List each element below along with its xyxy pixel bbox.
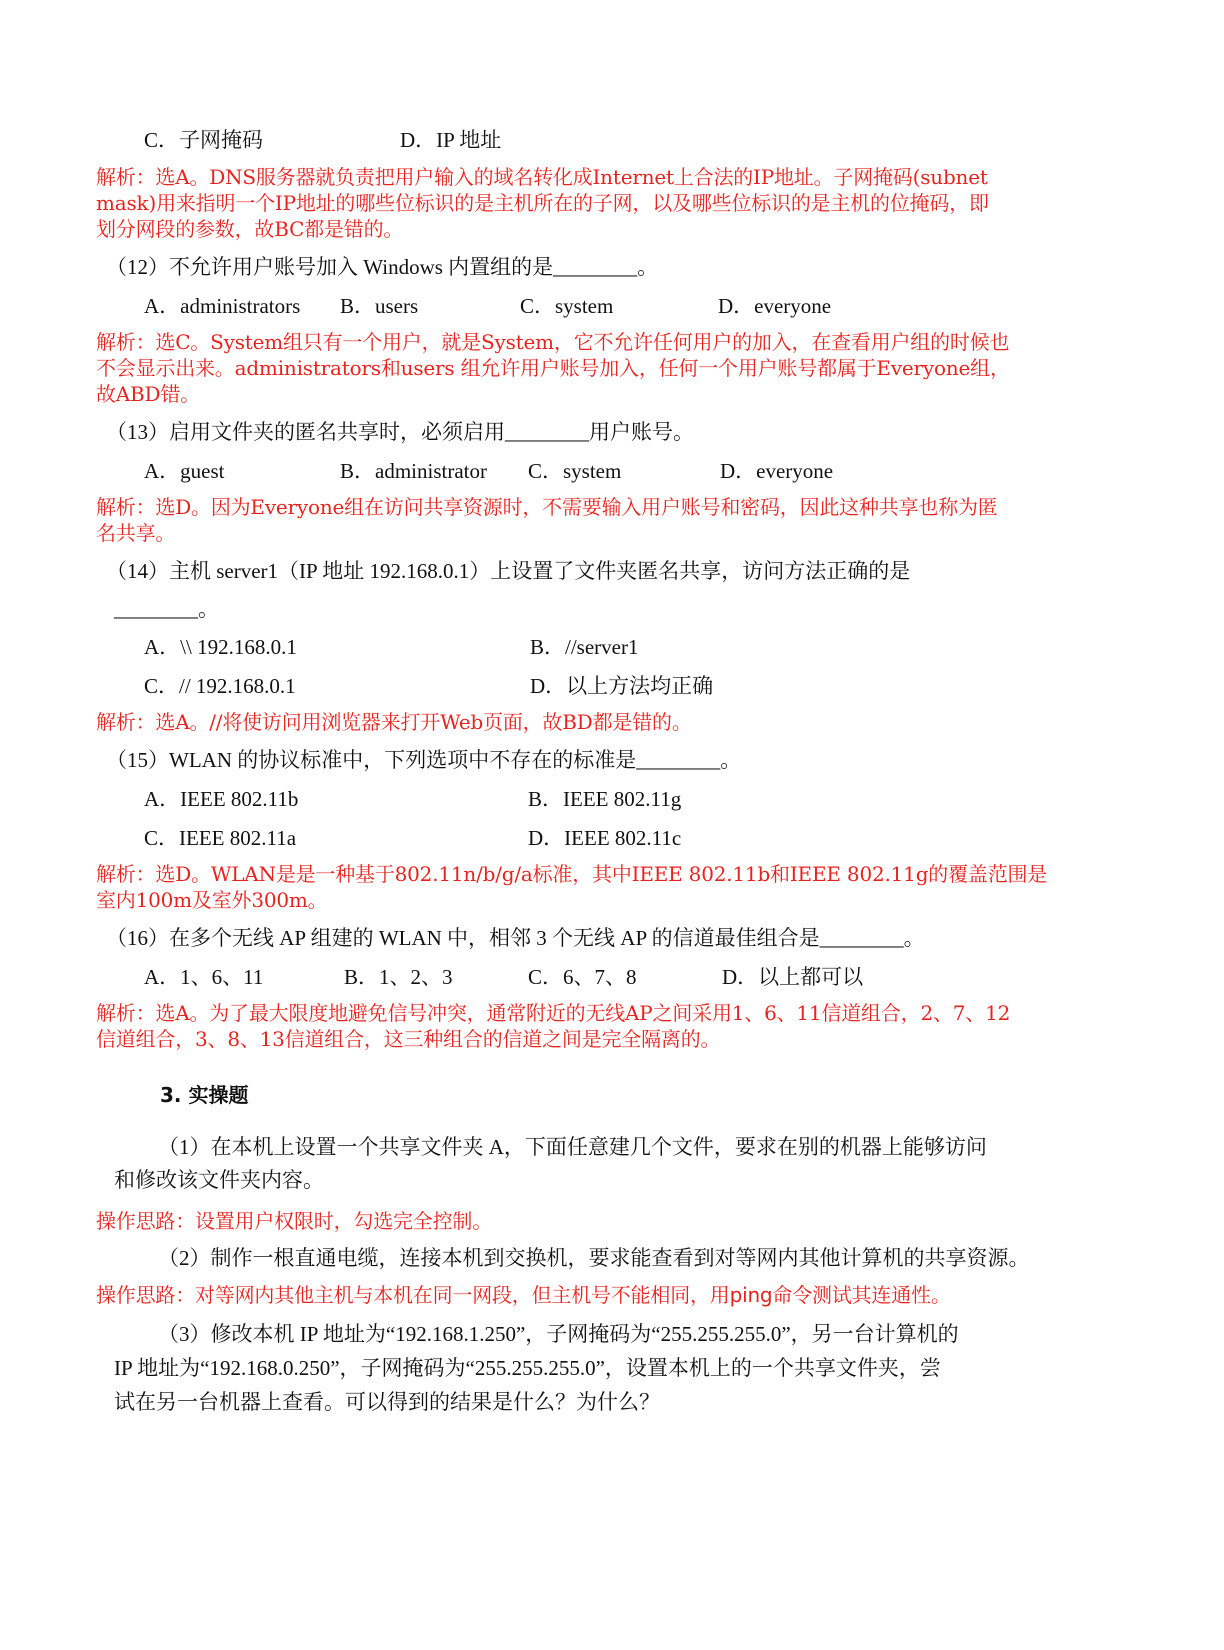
q11-analysis-line: 解析：选A。DNS服务器就负责把用户输入的域名转化成Internet上合法的IP地址。子网掩码(subnet [96,165,988,189]
q16-option-b: B．1、2、3 [344,965,453,989]
q11-analysis-line: 划分网段的参数，故BC都是错的。 [96,217,404,241]
q15-analysis-line: 解析：选D。WLAN是是一种基于802.11n/b/g/a标准，其中IEEE 802.11b和IEEE 802.11g的覆盖范围是 [96,862,1048,886]
q13-analysis-line: 解析：选D。因为Everyone组在访问共享资源时，不需要输入用户账号和密码，因此这种共享也称为匿 [96,495,998,519]
q12-option-d: D．everyone [718,294,832,318]
q13-option-a: A．guest [144,459,225,483]
q15-option-d: D．IEEE 802.11c [528,826,682,850]
q14-stem: （14）主机 server1（IP 地址 192.168.0.1）上设置了文件夹匿名共享，访问方法正确的是 [106,559,911,583]
q12-option-c: C．system [520,294,614,318]
q16-option-d: D．以上都可以 [722,965,864,989]
q12-analysis-line: 故ABD错。 [96,382,200,406]
q13-option-d: D．everyone [720,459,834,483]
task3-text: 试在另一台机器上查看。可以得到的结果是什么？为什么？ [114,1390,660,1414]
task3-text: IP 地址为“192.168.0.250”，子网掩码为“255.255.255.0”，设置本机上的一个共享文件夹，尝 [114,1356,941,1380]
q14-stem-blank: ________。 [114,597,219,621]
q12-analysis-line: 不会显示出来。administrators和users 组允许用户账号加入，任何一个用户账号都属于Everyone组， [96,356,1010,380]
q15-option-a: A．IEEE 802.11b [144,787,299,811]
q13-stem: （13）启用文件夹的匿名共享时，必须启用________用户账号。 [106,420,694,444]
task2-hint: 操作思路：对等网内其他主机与本机在同一网段，但主机号不能相同，用ping命令测试其连通性。 [96,1283,951,1307]
q11-option-d: D．IP 地址 [400,128,502,152]
q14-option-b: B．//server1 [530,635,639,659]
task1-hint: 操作思路：设置用户权限时，勾选完全控制。 [96,1209,492,1233]
q16-option-c: C．6、7、8 [528,965,637,989]
q16-analysis-line: 解析：选A。为了最大限度地避免信号冲突，通常附近的无线AP之间采用1、6、11信道组合，2、7、12 [96,1001,1011,1025]
q12-option-a: A．administrators [144,294,301,318]
q15-analysis-line: 室内100m及室外300m。 [96,888,328,912]
q16-option-a: A．1、6、11 [144,965,264,989]
q14-option-d: D．以上方法均正确 [530,674,714,698]
q11-option-c: C．子网掩码 [144,128,264,152]
q15-stem: （15）WLAN 的协议标准中，下列选项中不存在的标准是________。 [106,748,742,772]
q13-option-c: C．system [528,459,622,483]
q14-option-a: A．\\ 192.168.0.1 [144,635,297,659]
q13-analysis-line: 名共享。 [96,521,176,545]
q12-stem: （12）不允许用户账号加入 Windows 内置组的是________。 [106,255,659,279]
task2-text: （2）制作一根直通电缆，连接本机到交换机，要求能查看到对等网内其他计算机的共享资源。 [158,1246,1030,1270]
q16-stem: （16）在多个无线 AP 组建的 WLAN 中，相邻 3 个无线 AP 的信道最佳组合是________。 [106,926,925,950]
q14-option-c: C．// 192.168.0.1 [144,674,296,698]
q12-analysis-line: 解析：选C。System组只有一个用户，就是System，它不允许任何用户的加入，在查看用户组的时候也 [96,330,1010,354]
q14-analysis-line: 解析：选A。//将使访问用浏览器来打开Web页面，故BD都是错的。 [96,710,692,734]
q15-option-b: B．IEEE 802.11g [528,787,682,811]
q11-analysis-line: mask)用来指明一个IP地址的哪些位标识的是主机所在的子网，以及哪些位标识的是主机的位掩码，即 [96,191,989,215]
task3-text: （3）修改本机 IP 地址为“192.168.1.250”，子网掩码为“255.255.255.0”，另一台计算机的 [158,1322,959,1346]
q16-analysis-line: 信道组合，3、8、13信道组合，这三种组合的信道之间是完全隔离的。 [96,1027,721,1051]
q12-option-b: B．users [340,294,419,318]
q15-option-c: C．IEEE 802.11a [144,826,297,850]
task1-text: （1）在本机上设置一个共享文件夹 A，下面任意建几个文件，要求在别的机器上能够访问 [158,1135,987,1159]
q13-option-b: B．administrator [340,459,487,483]
section-heading: 3. 实操题 [160,1083,249,1107]
task1-text: 和修改该文件夹内容。 [114,1168,324,1192]
